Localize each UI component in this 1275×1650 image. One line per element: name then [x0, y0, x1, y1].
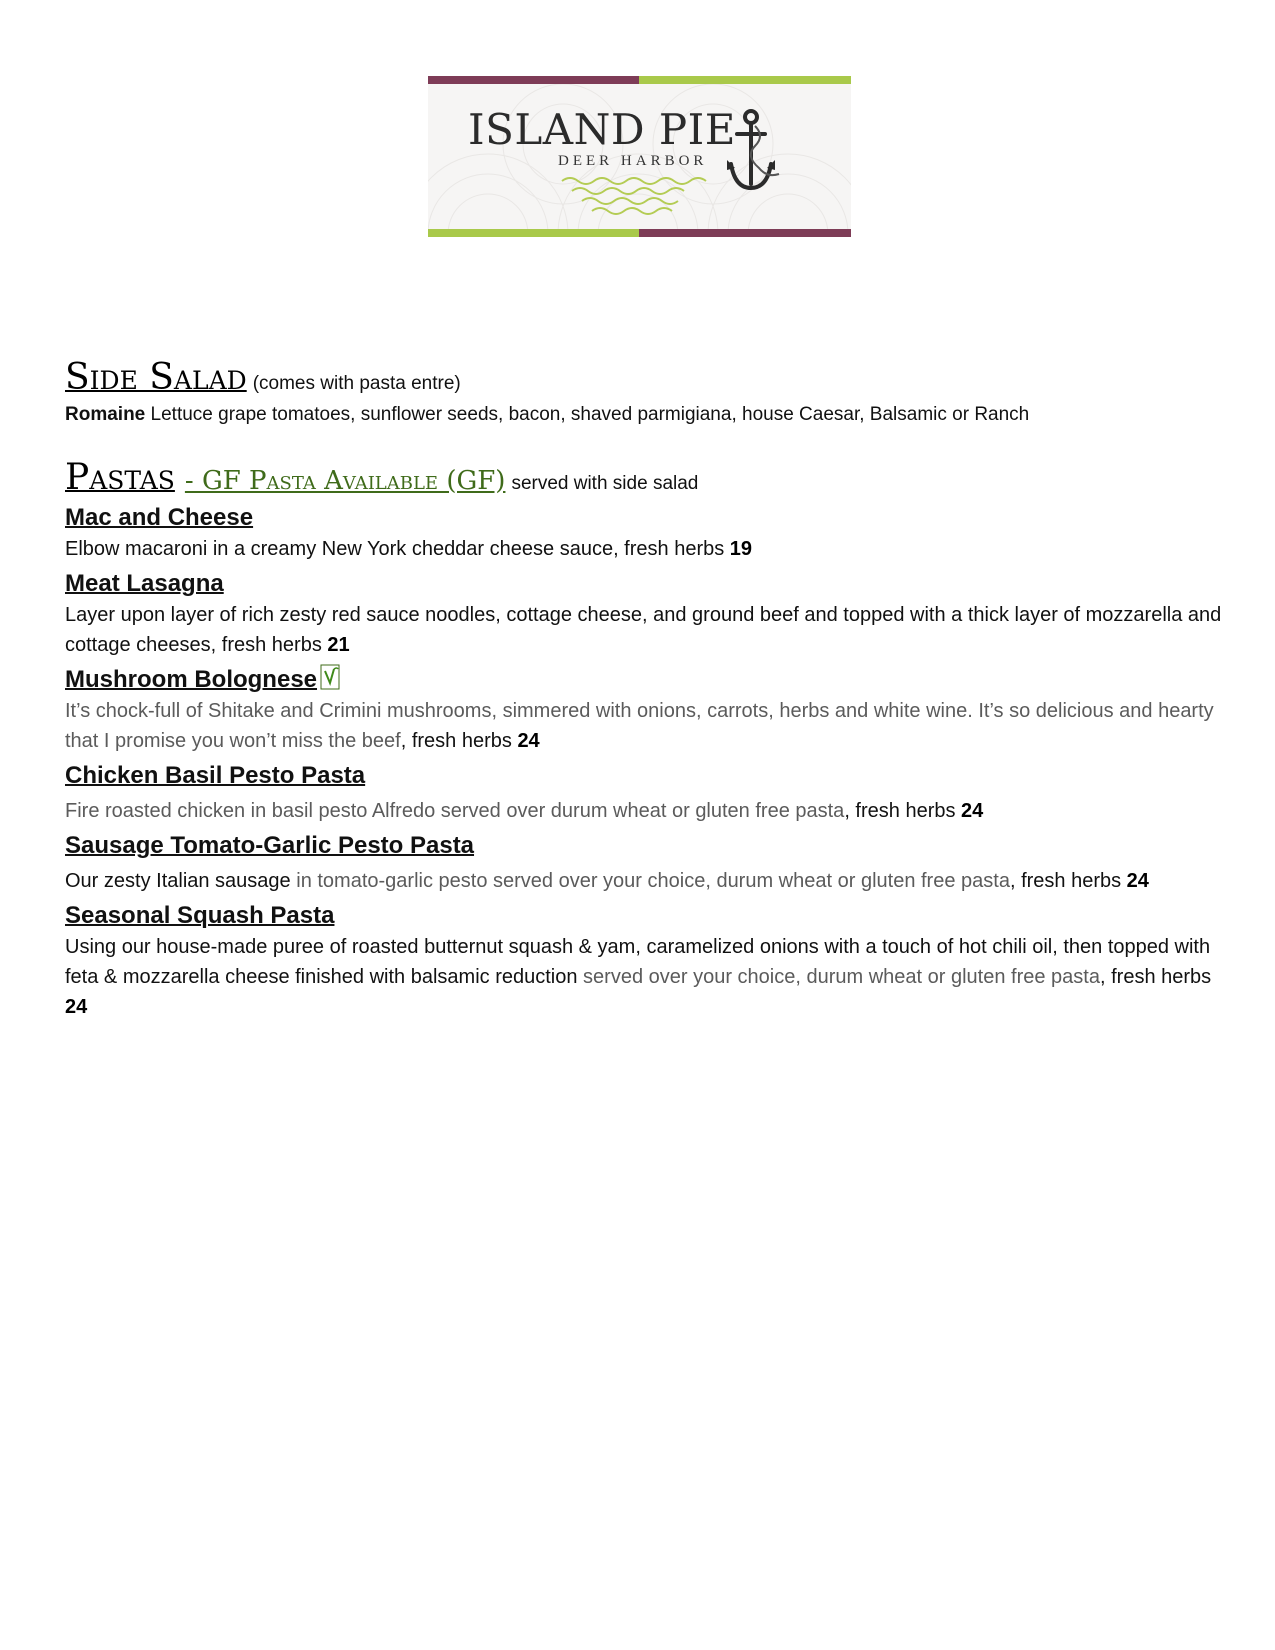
menu-item-description [65, 696, 1225, 756]
logo-bottom-left-bar [428, 229, 639, 237]
menu-item-name: Sausage Tomato-Garlic Pesto Pasta [65, 832, 475, 859]
menu-item-price: 24 [65, 996, 88, 1018]
logo-top-left-bar [428, 76, 639, 84]
menu-item-description [65, 866, 1225, 896]
logo-name: ISLAND PIE [468, 105, 736, 154]
menu-item-desc-text: , fresh herbs [400, 730, 518, 752]
menu-item-name: Mushroom Bolognese [65, 666, 318, 693]
menu-item-price: 24 [1126, 870, 1149, 892]
vegetarian-icon [320, 664, 340, 690]
menu-item [65, 498, 1225, 564]
pastas-title: Pastas [65, 457, 175, 498]
menu-item-desc-text: , fresh herbs [844, 800, 962, 822]
side-salad-desc-rest: Lettuce grape tomatoes, sunflower seeds, bacon, shaved parmigiana, house Caesar, Balsamic or Ranch [145, 404, 1030, 425]
restaurant-logo [428, 76, 851, 237]
pastas-header [65, 458, 1225, 498]
menu-item-desc-text: Layer upon layer of rich zesty red sauce noodles, cottage cheese, and ground beef and topped with a thick layer of mozzarella and cottage cheeses, fresh herbs [65, 604, 1222, 656]
menu-item-desc-text: Elbow macaroni in a creamy New York cheddar cheese sauce, fresh herbs [65, 538, 730, 560]
menu-item-description [65, 600, 1225, 660]
menu-item-name: Meat Lasagna [65, 570, 224, 597]
menu-item-price: 24 [517, 730, 540, 752]
menu-item [65, 826, 1225, 896]
menu-item-desc-lead: Our zesty Italian sausage [65, 870, 291, 892]
logo-top-right-bar [639, 76, 851, 84]
pastas-note: served with side salad [511, 473, 699, 494]
menu-item-price: 19 [729, 538, 753, 560]
menu-item-desc-grey: It’s chock-full of Shitake and Crimini mushrooms, simmered with onions, carrots, herbs and white wine. It’s so delicious and hearty that I promise you won’t miss the beef [65, 700, 1214, 752]
side-salad-header [65, 358, 1225, 398]
menu-item-desc-lead: Using our house-made puree of roasted butternut squash & yam, caramelized onions with a touch of hot chili oil, then topped with feta & mozzarella cheese finished with balsamic reduction [65, 936, 1211, 988]
side-salad-description [65, 402, 1225, 428]
menu-item-desc-text: , fresh herbs [1009, 870, 1127, 892]
side-salad-lead: Romaine [65, 404, 146, 425]
menu-item-desc-grey: in tomato-garlic pesto served over your choice, durum wheat or gluten free pasta [290, 870, 1010, 892]
side-salad-title: Side Salad [65, 357, 247, 398]
logo-waves [560, 177, 710, 223]
menu-item-description [65, 534, 1225, 564]
menu-item-name: Chicken Basil Pesto Pasta [65, 762, 366, 789]
menu-item-desc-text: , fresh herbs [1099, 966, 1212, 988]
menu-item [65, 896, 1225, 1022]
menu-item-price: 24 [961, 800, 984, 822]
menu-content [65, 358, 1225, 1022]
menu-item-name: Mac and Cheese [65, 504, 254, 531]
gf-pasta-label: - GF Pasta Available (GF) [184, 466, 506, 496]
menu-item [65, 660, 1225, 756]
menu-item-description [65, 796, 1225, 826]
menu-item-desc-grey: served over your choice, durum wheat or gluten free pasta [577, 966, 1100, 988]
logo-subtitle: DEER HARBOR [558, 153, 708, 169]
menu-item-description [65, 932, 1225, 1022]
menu-item-desc-grey: Fire roasted chicken in basil pesto Alfredo served over durum wheat or gluten free pasta [65, 800, 845, 822]
menu-item [65, 564, 1225, 660]
menu-item [65, 756, 1225, 826]
logo-bottom-right-bar [639, 229, 851, 237]
menu-item-name: Seasonal Squash Pasta [65, 902, 335, 929]
menu-item-price: 21 [327, 634, 350, 656]
anchor-icon [725, 108, 793, 196]
side-salad-note: (comes with pasta entre) [252, 373, 461, 394]
